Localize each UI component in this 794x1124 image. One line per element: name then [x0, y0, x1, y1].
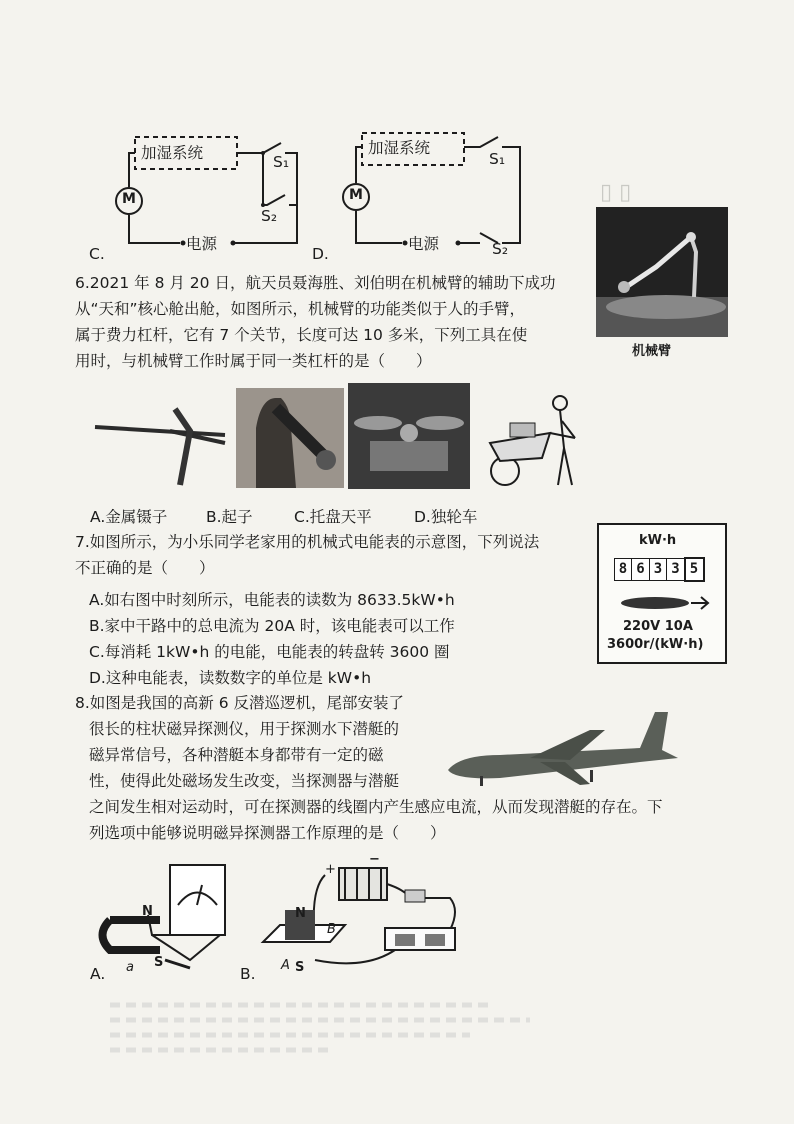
aircraft-icon [440, 700, 680, 790]
tweezers-image [90, 395, 230, 495]
q7-option-a: A.如右图中时刻所示，电能表的读数为 8633.5kW•h [89, 591, 455, 609]
question-7 [75, 529, 539, 581]
circuit-d [312, 125, 542, 265]
q7-option-d: D.这种电能表，读数数字的单位是 kW•h [89, 669, 372, 687]
q7-option-c: C.每消耗 1kW•h 的电能，电能表的转盘转 3600 圈 [89, 643, 450, 661]
fig-a-s-pole: S [154, 955, 164, 970]
scan-ghost-mark: ▯ ▯ [600, 180, 632, 205]
bottle-opener-image [236, 388, 344, 488]
switch-s1-label-d: S₁ [489, 150, 506, 168]
q8-line-6: 列选项中能够说明磁异探测器工作原理的是（ ） [89, 824, 446, 842]
q6-line-1: 6.2021 年 8 月 20 日，航天员聂海胜、刘伯明在机械臂的辅助下成功 [75, 274, 556, 292]
q7-line-1: 7.如图所示，为小乐同学老家用的机械式电能表的示意图，下列说法 [75, 533, 540, 551]
q7-options [89, 587, 455, 691]
question-6 [75, 270, 555, 374]
q8-line-1: 8.如图是我国的高新 6 反潜巡逻机，尾部安装了 [75, 694, 405, 712]
meter-disk-arrow-icon [613, 591, 713, 615]
fig-b-s-pole: S [295, 960, 305, 975]
figure-b-motor-rails [255, 850, 470, 980]
fig-a-n-pole: N [142, 904, 153, 919]
meter-unit: kW·h [639, 533, 677, 548]
meter-digit: 3 [649, 558, 668, 581]
option-d-label: D. [312, 245, 329, 263]
robotic-arm-icon [596, 207, 728, 337]
fig-b-rail-a: A [281, 958, 290, 973]
option-c-label: C. [89, 245, 105, 263]
motor-label-d: M [349, 187, 363, 203]
motor-label-c: M [122, 191, 136, 207]
q7-option-b: B.家中干路中的总电流为 20A 时，该电能表可以工作 [89, 617, 455, 635]
q6-option-a: A.金属镊子 [90, 508, 168, 526]
wheelbarrow-image [480, 393, 590, 493]
robotic-arm-caption: 机械臂 [632, 344, 672, 359]
switch-s2-label-c: S₂ [261, 207, 278, 225]
fig-b-n-pole: N [295, 906, 306, 921]
source-label-c: 电源 [186, 235, 218, 253]
q6-option-b: B.起子 [206, 508, 253, 526]
meter-constant: 3600r/(kW·h) [607, 637, 704, 652]
patrol-aircraft-image [440, 700, 680, 790]
tweezers-icon [90, 395, 230, 495]
q6-line-3: 属于费力杠杆，它有 7 个关节，长度可达 10 多米，下列工具在使 [75, 326, 528, 344]
meter-digits [615, 557, 705, 582]
q6-option-d: D.独轮车 [414, 508, 478, 526]
source-label-d: 电源 [408, 235, 440, 253]
q7-line-2: 不正确的是（ ） [75, 559, 215, 577]
meter-digit: 6 [631, 558, 650, 581]
q6-line-4: 用时，与机械臂工作时属于同一类杠杆的是（ ） [75, 352, 432, 370]
circuit-c [85, 125, 315, 265]
tray-balance-icon [348, 383, 470, 489]
q8-option-a-label: A. [90, 965, 106, 983]
bleed-icon [110, 995, 530, 1055]
fig-b-rail-b: B [327, 922, 336, 937]
fig-b-minus: − [369, 852, 380, 867]
q8-option-b-label: B. [240, 965, 256, 983]
humidifier-label-c: 加湿系统 [141, 144, 204, 162]
tray-balance-image [348, 383, 470, 489]
q8-line-2: 很长的柱状磁异探测仪，用于探测水下潜艇的 [89, 720, 400, 738]
q8-line-5: 之间发生相对运动时，可在探测器的线圈内产生感应电流，从而发现潜艇的存在。下 [89, 798, 663, 816]
q6-line-2: 从“天和”核心舱出舱，如图所示，机械臂的功能类似于人的手臂， [75, 300, 526, 318]
q6-option-c: C.托盘天平 [294, 508, 372, 526]
q8-line-3: 磁异常信号，各种潜艇本身都带有一定的磁 [89, 746, 384, 764]
meter-rating: 220V 10A [623, 619, 693, 634]
switch-s2-label-d: S₂ [492, 240, 509, 258]
meter-digit-decimal: 5 [684, 557, 705, 582]
q8-line-4: 性，使得此处磁场发生改变，当探测器与潜艇 [89, 772, 400, 790]
scan-bleed-through [110, 995, 530, 1055]
switch-s1-label-c: S₁ [273, 153, 290, 171]
fig-b-plus: + [325, 862, 336, 877]
fig-a-wire-a: a [126, 960, 134, 975]
energy-meter [597, 523, 727, 664]
humidifier-label-d: 加湿系统 [368, 139, 431, 157]
figure-a-galvanometer [90, 860, 235, 980]
wheelbarrow-icon [480, 393, 590, 493]
meter-digit: 8 [614, 558, 633, 581]
robotic-arm-photo [596, 207, 728, 337]
meter-digit: 3 [666, 558, 685, 581]
bottle-opener-icon [236, 388, 344, 488]
